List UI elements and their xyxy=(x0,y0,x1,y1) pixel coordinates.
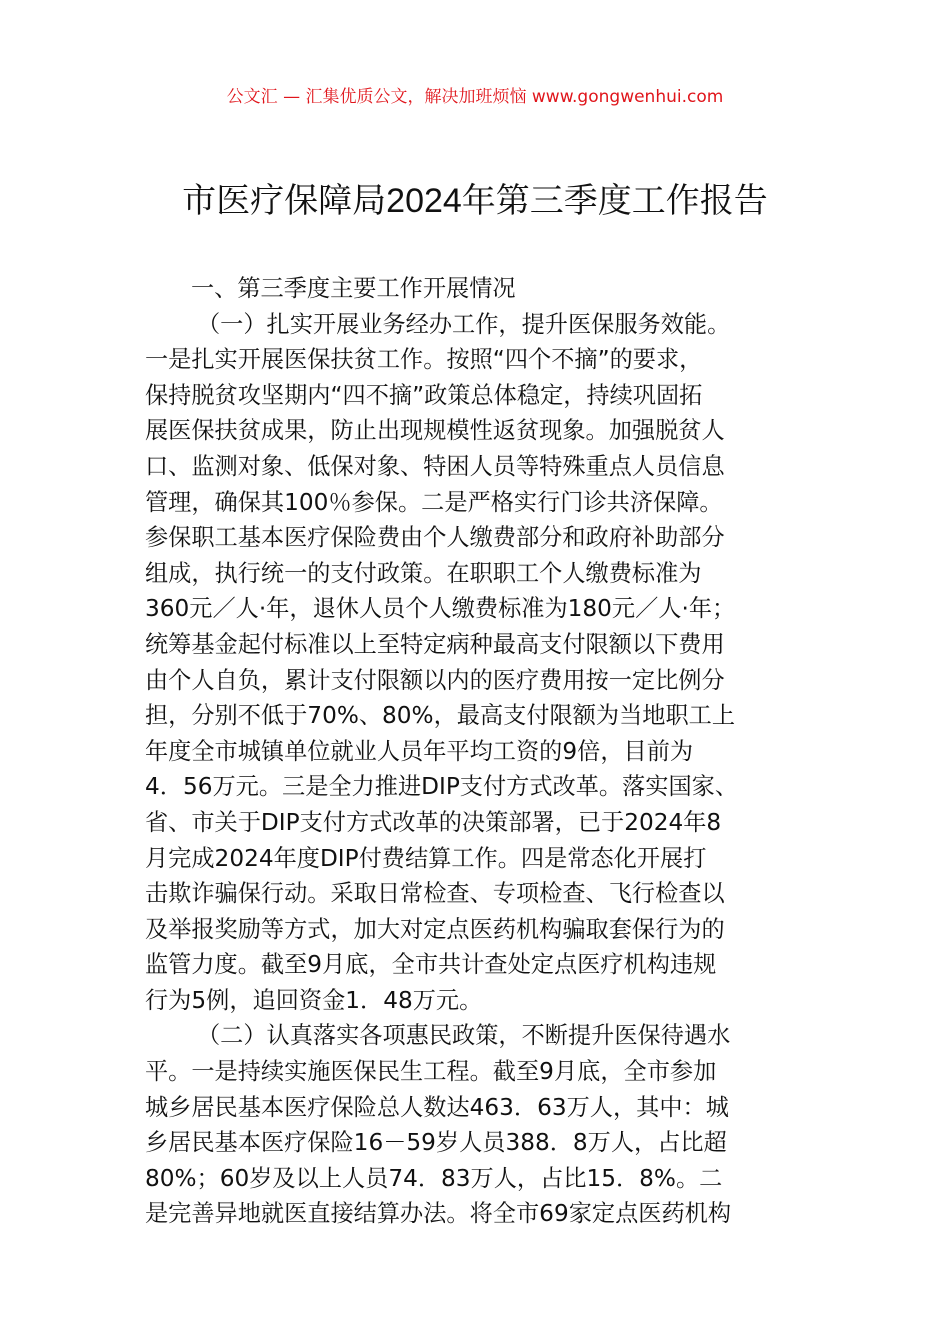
paragraph-line: 月完成2024年度DIP付费结算工作。四是常态化开展打 xyxy=(145,844,707,872)
paragraph-line: 平。一是持续实施医保民生工程。截至9月底，全市参加 xyxy=(145,1058,717,1086)
paragraph-line: 80%；60岁及以上人员74．83万人，占比15．8%。二 xyxy=(145,1164,723,1192)
paragraph-line: 统筹基金起付标准以上至特定病种最高支付限额以下费用 xyxy=(145,630,725,658)
subsection-heading-1: （一）扎实开展业务经办工作，提升医保服务效能。 xyxy=(197,310,731,338)
paragraph-line: 年度全市城镇单位就业人员年平均工资的9倍，目前为 xyxy=(145,737,694,765)
paragraph-line: 管理，确保其100％参保。二是严格实行门诊共济保障。 xyxy=(145,488,723,516)
paragraph-line: 是完善异地就医直接结算办法。将全市69家定点医药机构 xyxy=(145,1200,732,1228)
document-title: 市医疗保障局2024年第三季度工作报告 xyxy=(182,182,768,220)
paragraph-line: 乡居民基本医疗保险16－59岁人员388．8万人，占比超 xyxy=(145,1129,727,1157)
paragraph-line: 组成，执行统一的支付政策。在职职工个人缴费标准为 xyxy=(145,559,702,587)
paragraph-line: 行为5例，追回资金1．48万元。 xyxy=(145,986,483,1014)
paragraph-line: 4．56万元。三是全力推进DIP支付方式改革。落实国家、 xyxy=(145,773,739,801)
paragraph-line: 展医保扶贫成果，防止出现规模性返贫现象。加强脱贫人 xyxy=(145,417,725,445)
subsection-heading-2: （二）认真落实各项惠民政策，不断提升医保待遇水 xyxy=(197,1022,731,1050)
site-banner: 公文汇 — 汇集优质公文，解决加班烦恼 www.gongwenhui.com xyxy=(226,87,724,107)
paragraph-line: 保持脱贫攻坚期内“四不摘”政策总体稳定，持续巩固拓 xyxy=(145,381,703,409)
paragraph-line: 担，分别不低于70%、80%，最高支付限额为当地职工上 xyxy=(145,702,736,730)
paragraph-line: 及举报奖励等方式，加大对定点医药机构骗取套保行为的 xyxy=(145,915,725,943)
paragraph-line: 城乡居民基本医疗保险总人数达463．63万人，其中：城 xyxy=(145,1093,729,1121)
paragraph-line: 360元／人·年，退休人员个人缴费标准为180元／人·年； xyxy=(145,595,736,623)
paragraph-line: 监管力度。截至9月底，全市共计查处定点医疗机构违规 xyxy=(145,951,717,979)
paragraph-line: 由个人自负，累计支付限额以内的医疗费用按一定比例分 xyxy=(145,666,725,694)
section-heading: 一、第三季度主要工作开展情况 xyxy=(191,275,516,302)
paragraph-line: 省、市关于DIP支付方式改革的决策部署，已于2024年8 xyxy=(145,808,722,836)
document-body xyxy=(145,271,815,1232)
paragraph-line: 击欺诈骗保行动。采取日常检查、专项检查、飞行检查以 xyxy=(145,880,725,908)
paragraph-line: 口、监测对象、低保对象、特困人员等特殊重点人员信息 xyxy=(145,452,725,480)
paragraph-line: 参保职工基本医疗保险费由个人缴费部分和政府补助部分 xyxy=(145,524,725,552)
paragraph-line: 一是扎实开展医保扶贫工作。按照“四个不摘”的要求， xyxy=(145,346,703,374)
